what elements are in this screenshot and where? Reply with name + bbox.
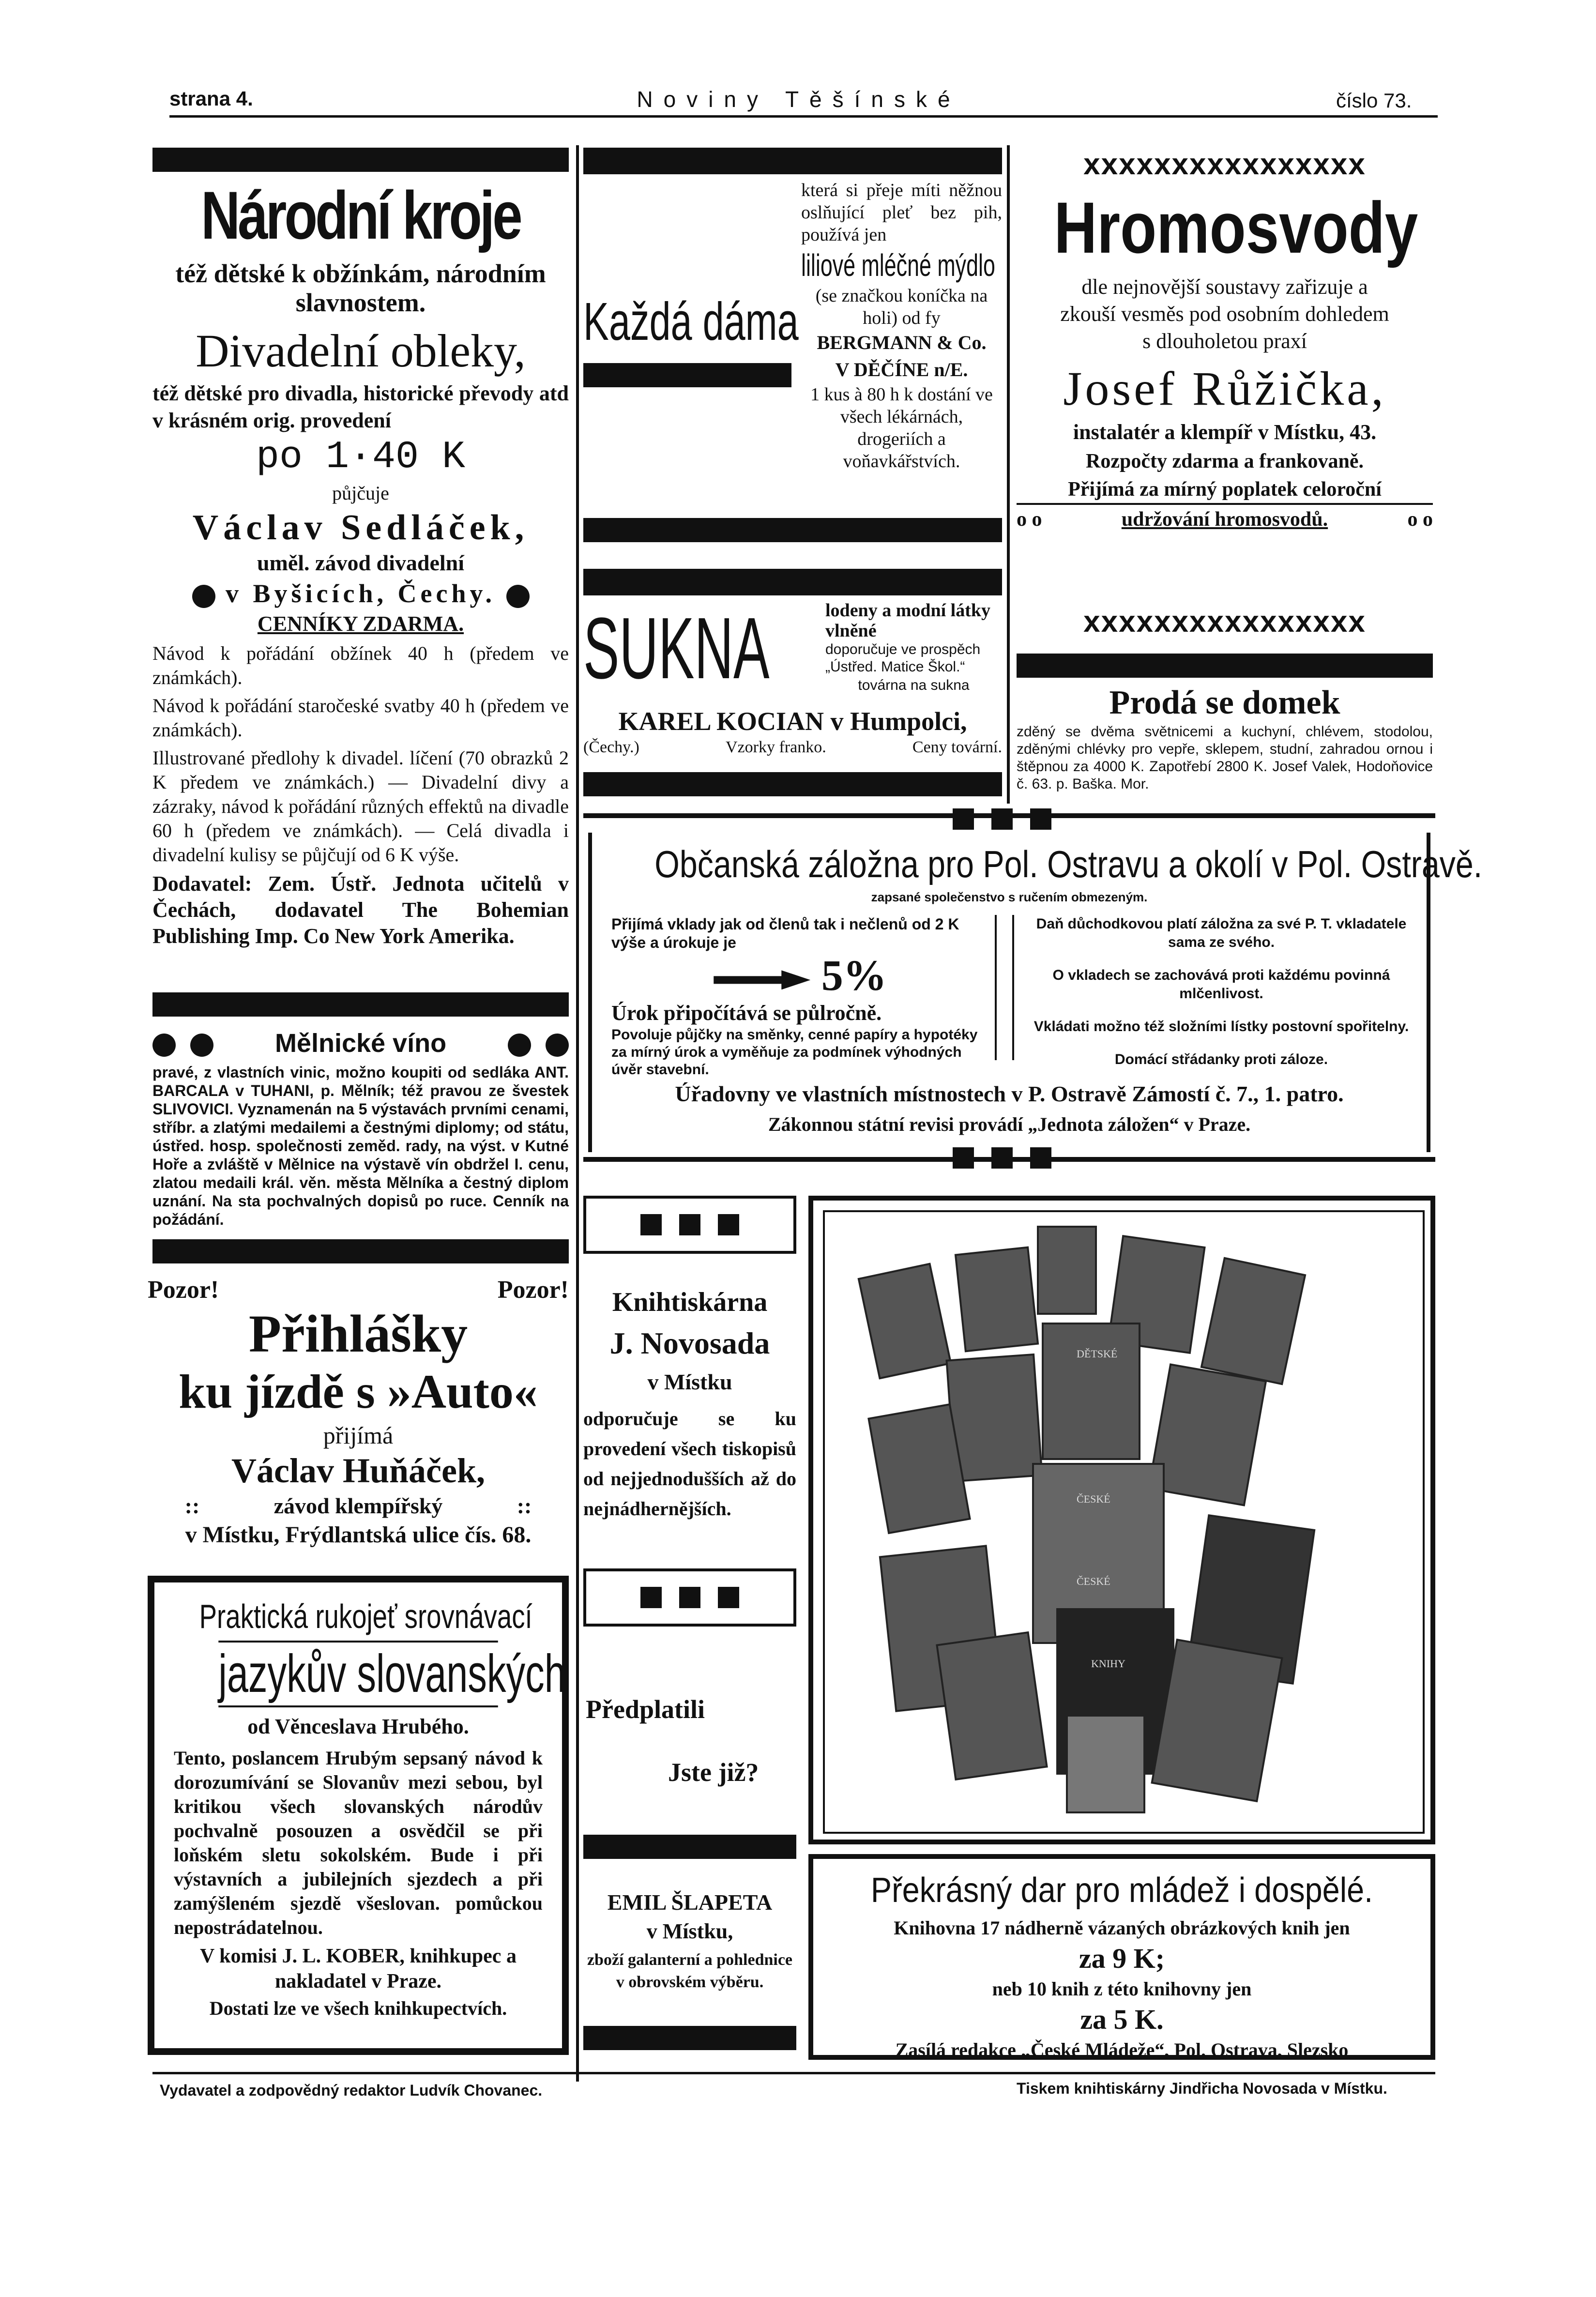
sukna-vzorky: Vzorky franko.: [726, 738, 826, 756]
slapeta-text: zboží galanterní a pohlednice v obrovském výběru.: [587, 1951, 793, 1991]
oo-right: o o: [1407, 508, 1433, 531]
pozor-left: Pozor!: [148, 1276, 219, 1304]
bullet-icon: [152, 1034, 176, 1057]
bullet-icon: [506, 585, 530, 608]
kroje-subtitle: též dětské k obžínkám, národním slavnostem.: [175, 259, 546, 317]
dar-title: Překrásný dar pro mládež i dospělé.: [870, 1871, 1373, 1910]
kroje-place: v Byšicích, Čechy.: [226, 579, 496, 608]
column-divider-left: [576, 145, 579, 2082]
rukojet-title-1: Praktická rukojeť srovnávací: [199, 1597, 532, 1635]
rukojet-ad: [148, 1576, 569, 2055]
column-divider-right: [1007, 145, 1010, 804]
kroje-ad: [152, 177, 569, 949]
hromosvody-trade: instalatér a klempíř v Místku, 43.: [1073, 420, 1377, 444]
hromosvody-rozpocty: Rozpočty zdarma a frankovaně.: [1086, 450, 1364, 472]
pointing-hand-icon: [714, 970, 810, 989]
page-number: strana 4.: [169, 87, 253, 110]
dama-place: V DĚČÍNE n/E.: [835, 359, 968, 380]
slapeta-bottom-bar: [583, 2026, 796, 2050]
issue-number: číslo 73.: [1336, 89, 1412, 112]
sukna-right: [825, 600, 1002, 695]
zalozna-l1: Přijímá vklady jak od členů tak i nečlenů od 2 K výše a úrokuje je: [611, 915, 959, 951]
auto-zavod: závod klempířský: [274, 1493, 443, 1518]
vino-text: pravé, z vlastních vinic, možno koupiti od sedláka ANT. BARCALA v TUHANI, p. Mělník; též pravou ze švestek SLIVOVICI. Vyznamenán na 5 výstavách prvními cenami, stříbr. a zlatými medailemi a čestnými diplomy; od státu, ústřed. hosp. společnosti zeměd. rady, na výst. v Kutné Hoře a zvláště v Mělnice na výstavě vín obdržel I. cenu, zlatou medaili král. věn. města Mělníka a čestný diplom uznání. Na sta pochvalných dopisů po ruce. Cenník na požádání.: [152, 1064, 569, 1228]
books-illustration: [825, 1212, 1423, 1832]
domek-text: zděný se dvěma světnicemi a kuchyní, chlévem, stodolou, zděnými chlévky pro vepře, sklepem, studní, zahradou ornou i štěpnou za 4000 K. Zapotřebí 2800 K. Josef Valek, Hodoňovice č. 63. p. Baška. Mor.: [1017, 724, 1433, 792]
sukna-title: SUKNA: [583, 600, 770, 697]
kroje-zavod: uměl. závod divadelní: [257, 550, 465, 575]
kroje-top-bar: [152, 148, 569, 172]
zalozna-left: [611, 915, 989, 1079]
dar-l3: Zasílá redakce „České Mládeže“, Pol. Ostrava, Slezsko: [895, 2039, 1349, 2061]
sukna-firm: KAREL KOCIAN v Humpolci,: [618, 707, 967, 736]
auto-address: v Místku, Frýdlantská ulice čís. 68.: [185, 1522, 532, 1548]
vino-title: Mělnické víno: [274, 1029, 447, 1058]
dar-price1: za 9 K;: [1079, 1943, 1165, 1974]
zalozna-title: Občanská záložna pro Pol. Ostravu a okolí v Pol. Ostravě.: [654, 843, 1483, 885]
rukojet-dostati: Dostati lze ve všech knihkupectvích.: [209, 1997, 507, 2019]
books-photo-frame: [808, 1196, 1435, 1844]
kroje-price: po 1·40 K: [256, 435, 466, 479]
pujcuje-label: půjčuje: [332, 482, 389, 504]
hromosvody-xs-top: xxxxxxxxxxxxxxxx: [1083, 148, 1366, 181]
zalozna-r2: O vkladech se zachovává proti každému povinná mlčenlivost.: [1052, 967, 1390, 1002]
header-rule: [169, 115, 1438, 118]
book-label-3: ČESKÉ: [1077, 1575, 1110, 1587]
tiskarna-ad: [583, 1283, 796, 1524]
hromosvody-title: Hromosvody: [1054, 187, 1418, 268]
auto-title-2: ku jízdě s »Auto«: [179, 1365, 538, 1418]
vino-title-row: [152, 1026, 569, 1060]
auto-zavod-row: [148, 1491, 569, 1521]
oo-left: o o: [1017, 508, 1042, 531]
sukna-ceny: Ceny tovární.: [912, 738, 1002, 756]
vino-ad: [152, 1026, 569, 1229]
zalozna-right: [1028, 915, 1415, 1069]
tiskarna-name: J. Novosada: [609, 1326, 770, 1360]
domek-ad: [1017, 683, 1433, 793]
vino-bottom-bar: [152, 1239, 569, 1263]
zalozna-ornament: [995, 915, 1014, 1060]
obleky-title: Divadelní obleky,: [196, 325, 526, 377]
sukna-bottom-bar: [583, 772, 1002, 796]
sukna-bottom-row: [583, 738, 1002, 757]
dar-l1: Knihovna 17 nádherně vázaných obrázkových knih jen: [894, 1917, 1350, 1939]
domek-top-bar: [1017, 654, 1433, 678]
hromosvody-prijima: Přijímá za mírný poplatek celoroční: [1017, 476, 1433, 505]
book-label-2: ČESKÉ: [1077, 1493, 1110, 1505]
dama-text-2: (se značkou koníčka na holi) od fy: [815, 286, 988, 328]
hromosvody-ad: [1017, 186, 1433, 534]
dama-title: Každá dáma: [583, 292, 799, 351]
zalozna-r3: Vkládati možno též složními lístky postovní spořitelny.: [1034, 1019, 1409, 1034]
kroje-name: Václav Sedláček,: [192, 508, 529, 548]
bullet-icon: [192, 585, 215, 608]
pozor-row: [148, 1276, 569, 1305]
slapeta-ad: [583, 1888, 796, 1993]
sukna-ad: [583, 600, 1002, 760]
zalozna-l3: Povoluje půjčky na směnky, cenné papíry a hypotéky za mírný úrok a vyměňuje za podmínek výhodných úvěr stavební.: [611, 1027, 978, 1078]
zalozna-pct-row: [611, 952, 989, 1000]
slapeta-name: EMIL ŠLAPETA: [607, 1890, 773, 1915]
hromosvody-text: dle nejnovější soustavy zařizuje a zkouší vesměs pod osobním dohledem s dlouholetou praxí: [1060, 275, 1389, 353]
auto-dots-left: ::: [184, 1493, 200, 1518]
predplatili-q2: Jste již?: [668, 1758, 759, 1787]
tiskarna-place: v Místku: [647, 1369, 732, 1394]
kroje-para-3: Illustrované předlohy k divadel. líčení (70 obrazků 2 K předem ve známkách.) — Divadelní divy a zázraky, návod k pořádání různých effektů na divadle 60 h (předem ve známkách). — Celá divadla i divadelní kulisy se půjčují od 6 K výše.: [152, 747, 569, 866]
dama-top-bar: [583, 148, 1002, 174]
tiskarna-text: odporučuje se ku provedení všech tiskopisů od nejjednodušších až do nejnádhernějších.: [583, 1408, 796, 1520]
kroje-para-1: Návod k pořádání obžínek 40 h (předem ve známkách).: [152, 642, 569, 688]
sukna-text-2: doporučuje ve prospěch „Ústřed. Matice Škol.“: [825, 641, 981, 675]
kroje-para-4: Dodavatel: Zem. Ústř. Jednota učitelů v Čechách, dodavatel The Bohemian Publishing Imp. Co New York Amerika.: [152, 872, 569, 948]
dama-firm: BERGMANN & Co.: [817, 332, 987, 353]
footer-printer: Tiskem knihtiskárny Jindřicha Novosada v Místku.: [1017, 2080, 1387, 2097]
dama-text-1: která si přeje míti něžnou oslňující pleť bez pih, používá jen: [801, 180, 1002, 245]
sukna-text-1: lodeny a modní látky vlněné: [825, 600, 991, 641]
sukna-text-3: továrna na sukna: [858, 677, 970, 693]
dama-bottom-bar: [583, 518, 1002, 542]
cenniky-label: CENNÍKY ZDARMA.: [257, 612, 464, 636]
predplatili-top-frame: [583, 1568, 796, 1627]
pozor-right: Pozor!: [497, 1276, 569, 1304]
hromosvody-xs-bottom: xxxxxxxxxxxxxxxx: [1083, 605, 1366, 639]
vino-top-bar: [152, 992, 569, 1017]
hromosvody-udrz: udržování hromosvodů.: [1121, 508, 1328, 531]
zalozna-pct: 5%: [821, 952, 887, 1000]
footer-rule: [152, 2072, 1435, 2074]
rukojet-title-2: jazykův slovanských: [218, 1641, 498, 1707]
hromosvody-name: Josef Růžička,: [1063, 362, 1386, 415]
dama-ad: [583, 179, 1002, 508]
slapeta-place: v Místku,: [646, 1919, 733, 1943]
dama-left-bar: [583, 363, 791, 387]
domek-title: Prodá se domek: [1109, 684, 1340, 721]
auto-title-1: Přihlášky: [248, 1304, 468, 1363]
tiskarna-title: Knihtiskárna: [612, 1287, 768, 1317]
rukojet-komise: V komisi J. L. KOBER, knihkupec a nakladatel v Praze.: [200, 1945, 517, 1993]
auto-dots-right: ::: [517, 1493, 532, 1518]
dar-ad: [808, 1854, 1435, 2060]
auto-prijima: přijímá: [323, 1422, 394, 1449]
rukojet-text: Tento, poslancem Hrubým sepsaný návod k dorozumívání se Slovanův mezi sebou, byl kritikou všech slovanských národův pochvalně posouzen a osvědčil se při loňském sletu sokolském. Bude i při výstavních a jubilejních sjezdech a při zamýšleném sjezdě všeslovan. pomůckou nepostrádatelnou.: [174, 1747, 543, 1938]
kroje-place-row: [152, 577, 569, 610]
footer-publisher: Vydavatel a zodpovědný redaktor Ludvík Chovanec.: [160, 2082, 543, 2099]
dar-price2: za 5 K.: [1080, 2004, 1164, 2035]
rukojet-author: od Věnceslava Hrubého.: [247, 1715, 469, 1738]
kroje-title: Národní kroje: [201, 177, 520, 253]
zalozna-l2: Úrok připočítává se půlročně.: [611, 1001, 882, 1025]
dama-soap: liliové mléčné mýdlo: [801, 248, 995, 283]
dama-right: [801, 179, 1002, 472]
kroje-para-2: Návod k pořádání staročeské svatby 40 h (předem ve známkách).: [152, 695, 569, 741]
sukna-top-bar: [583, 569, 1002, 595]
bullet-icon: [190, 1034, 213, 1057]
slapeta-top-bar: [583, 1835, 796, 1859]
newspaper-title: Noviny Těšínské: [637, 87, 961, 112]
hromosvody-udrz-row: [1017, 505, 1433, 534]
books-photo: [823, 1210, 1425, 1834]
auto-ad: [148, 1276, 569, 1550]
book-label-4: KNIHY: [1091, 1658, 1125, 1670]
bullet-icon: [546, 1034, 569, 1057]
zalozna-bottom-marks: [944, 1147, 1060, 1176]
dama-text-3: 1 kus à 80 h k dostání ve všech lékárnách, drogeriích a voňavkářstvích.: [810, 384, 993, 472]
zalozna-revise: Zákonnou státní revisi provádí „Jednota záložen“ v Praze.: [768, 1113, 1251, 1135]
dar-l2: neb 10 knih z této knihovny jen: [992, 1978, 1252, 2000]
obleky-text: též dětské pro divadla, historické převody atd v krásném orig. provedení: [152, 381, 569, 432]
bullet-icon: [508, 1034, 531, 1057]
sukna-cechy: (Čechy.): [583, 738, 639, 756]
zalozna-r1: Daň důchodkovou platí záložna za své P. T. vkladatele sama ze svého.: [1036, 916, 1407, 950]
book-label-1: DĚTSKÉ: [1077, 1348, 1118, 1360]
predplatili-q1: Předplatili: [586, 1695, 705, 1724]
zalozna-ad: [588, 833, 1483, 1152]
auto-name: Václav Huňáček,: [231, 1451, 485, 1490]
zalozna-reg: zapsané společenstvo s ručením obmezeným.: [871, 890, 1148, 904]
tiskarna-top-frame: [583, 1196, 796, 1254]
zalozna-office: Úřadovny ve vlastních místnostech v P. Ostravě Zámostí č. 7., 1. patro.: [675, 1081, 1344, 1106]
zalozna-r4: Domácí střádanky proti záloze.: [1114, 1051, 1328, 1067]
